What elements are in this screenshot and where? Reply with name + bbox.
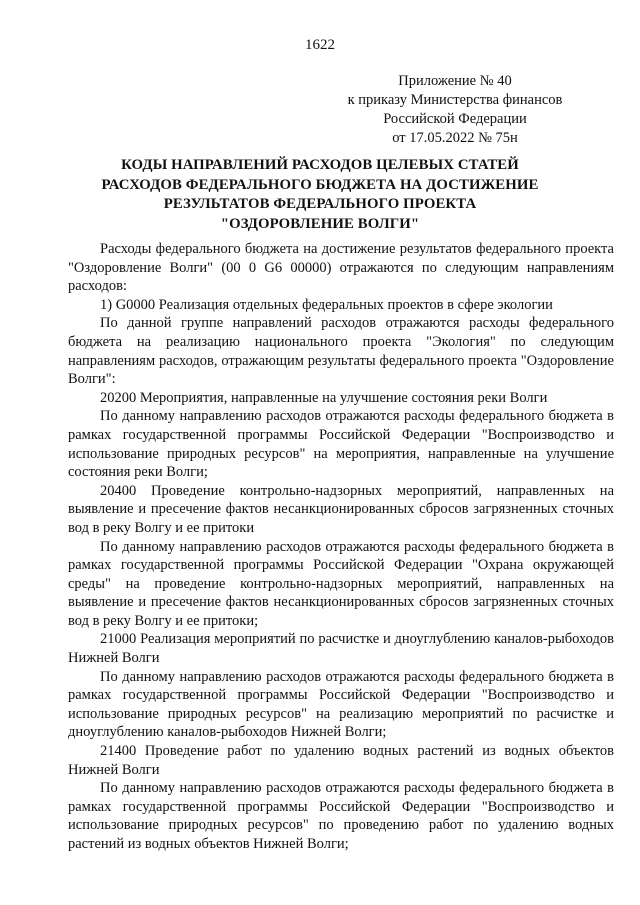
appendix-line: от 17.05.2022 № 75н: [392, 130, 518, 146]
page-number: 1622: [305, 37, 335, 53]
title-line: РАСХОДОВ ФЕДЕРАЛЬНОГО БЮДЖЕТА НА ДОСТИЖЕНИЕ: [101, 176, 539, 193]
paragraph-code-21000: 21000 Реализация мероприятий по расчистке и дноуглублению каналов-рыбоходов Нижней Волги: [68, 631, 614, 667]
title-line: "ОЗДОРОВЛЕНИЕ ВОЛГИ": [220, 215, 420, 232]
paragraph-description: По данной группе направлений расходов отражаются расходы федерального бюджета на реализацию национального проекта "Экология" по следующим направлениям расходов, отражающим результаты федерального проекта "Оздоровление Волги":: [68, 315, 614, 388]
appendix-line: Приложение № 40: [398, 73, 512, 89]
paragraph-code-21400: 21400 Проведение работ по удалению водных растений из водных объектов Нижней Волги: [68, 743, 614, 778]
document-title: [60, 156, 580, 234]
paragraph-description: По данному направлению расходов отражаются расходы федерального бюджета в рамках государственной программы Российской Федерации "Воспроизводство и использование природных ресурсов" по проведению работ по удалению водных растений из водных объектов Нижней Волги;: [68, 780, 614, 852]
document-body: [68, 240, 614, 854]
appendix-line: к приказу Министерства финансов: [347, 92, 563, 108]
appendix-line: Российской Федерации: [383, 111, 527, 127]
title-line: РЕЗУЛЬТАТОВ ФЕДЕРАЛЬНОГО ПРОЕКТА: [163, 196, 477, 212]
paragraph-intro: Расходы федерального бюджета на достижение результатов федерального проекта "Оздоровление Волги" (00 0 G6 00000) отражаются по следующим направлениям расходов:: [68, 241, 614, 295]
appendix-header: [340, 72, 570, 148]
paragraph-description: По данному направлению расходов отражаются расходы федерального бюджета в рамках государственной программы Российской Федерации "Воспроизводство и использование природных ресурсов" на мероприятия, направленные на улучшение состояния реки Волги;: [68, 408, 614, 481]
paragraph-description: По данному направлению расходов отражаются расходы федерального бюджета в рамках государственной программы Российской Федерации "Воспроизводство и использование природных ресурсов" на реализацию мероприятий по расчистке и дноуглублению каналов-рыбоходов Нижней Волги;: [68, 668, 614, 741]
title-line: КОДЫ НАПРАВЛЕНИЙ РАСХОДОВ ЦЕЛЕВЫХ СТАТЕЙ: [121, 157, 519, 173]
paragraph-code-g0000: 1) G0000 Реализация отдельных федеральных проектов в сфере экологии: [100, 296, 553, 313]
paragraph-code-20200: 20200 Мероприятия, направленные на улучшение состояния реки Волги: [100, 389, 548, 406]
paragraph-code-20400: 20400 Проведение контрольно-надзорных мероприятий, направленных на выявление и пресечение фактов несанкционированных сбросов загрязненных сточных вод в реку Волгу и ее притоки: [68, 482, 614, 536]
paragraph-description: По данному направлению расходов отражаются расходы федерального бюджета в рамках государственной программы Российской Федерации "Охрана окружающей среды" на проведение контрольно-надзорных мероприятий, направленных на выявление и пресечение фактов несанкционированных сбросов загрязненных сточных вод в реку Волгу и ее притоки;: [68, 538, 614, 629]
